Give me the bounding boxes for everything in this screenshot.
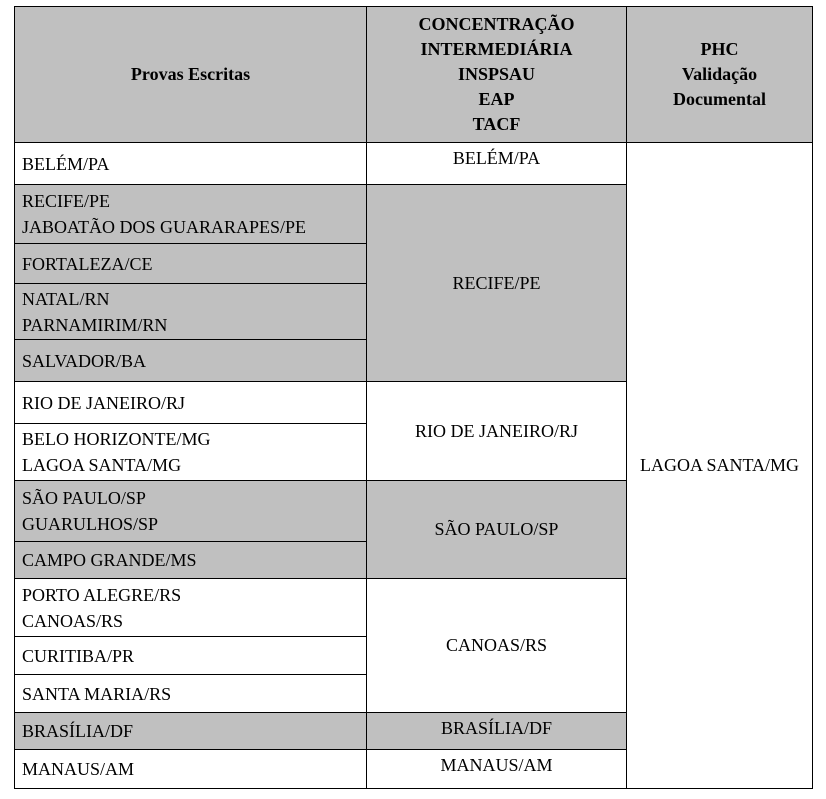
header-col3-line: Documental (673, 89, 766, 109)
city-name: RIO DE JANEIRO/RJ (22, 392, 186, 413)
exam-city-cell (15, 185, 367, 244)
exam-city-cell (15, 637, 367, 675)
city-name: PORTO ALEGRE/RS (22, 584, 182, 605)
city-name: RECIFE/PE (22, 191, 111, 211)
phc-city-cell: LAGOA SANTA/MG (627, 143, 813, 789)
city-name: CANOAS/RS (22, 610, 124, 631)
exam-city-cell (15, 143, 367, 185)
header-col2-line: INSPSAU (457, 64, 536, 84)
table-body (15, 7, 813, 789)
concentration-city-cell: SÃO PAULO/SP (367, 481, 627, 579)
city-name: BELO HORIZONTE/MG (22, 429, 211, 449)
city-name: SANTA MARIA/RS (22, 683, 172, 704)
city-name: BRASÍLIA/DF (22, 721, 134, 741)
exam-city-cell (15, 382, 367, 424)
header-col2-line: INTERMEDIÁRIA (420, 39, 573, 59)
exam-city-cell (15, 284, 367, 340)
exam-city-cell (15, 542, 367, 579)
city-name: CAMPO GRANDE/MS (22, 550, 197, 570)
exam-city-cell (15, 481, 367, 542)
concentration-city-cell: RECIFE/PE (367, 185, 627, 382)
concentration-city-cell: RIO DE JANEIRO/RJ (367, 382, 627, 481)
city-name: NATAL/RN (22, 288, 110, 309)
city-name: FORTALEZA/CE (22, 253, 153, 274)
concentration-city-cell: BELÉM/PA (367, 143, 627, 185)
city-name: PARNAMIRIM/RN (22, 314, 168, 335)
location-table (14, 6, 813, 789)
concentration-city-cell: CANOAS/RS (367, 579, 627, 713)
header-phc (627, 7, 813, 143)
concentration-city-cell: BRASÍLIA/DF (367, 713, 627, 750)
city-name: LAGOA SANTA/MG (22, 455, 182, 475)
exam-city-cell (15, 675, 367, 713)
exam-city-cell (15, 424, 367, 481)
city-name: SALVADOR/BA (22, 350, 147, 371)
header-col2-line: CONCENTRAÇÃO (418, 14, 575, 34)
concentration-city-cell: MANAUS/AM (367, 750, 627, 789)
city-name: CURITIBA/PR (22, 645, 135, 666)
city-name: GUARULHOS/SP (22, 514, 159, 534)
header-col1-text: Provas Escritas (130, 64, 251, 84)
city-name: BELÉM/PA (22, 153, 110, 174)
table-row (15, 143, 813, 185)
header-col2-line: TACF (472, 114, 521, 134)
exam-city-cell (15, 244, 367, 284)
exam-city-cell (15, 713, 367, 750)
header-row (15, 7, 813, 143)
header-col3-line: PHC (700, 39, 739, 59)
header-col2-line: EAP (478, 89, 515, 109)
exam-city-cell (15, 579, 367, 637)
city-name: MANAUS/AM (22, 759, 135, 779)
exam-city-cell (15, 750, 367, 789)
header-col3-line: Validação (681, 64, 758, 84)
city-name: SÃO PAULO/SP (22, 488, 146, 508)
header-concentracao (367, 7, 627, 143)
header-provas-escritas (15, 7, 367, 143)
city-name: JABOATÃO DOS GUARARAPES/PE (22, 217, 307, 237)
exam-city-cell (15, 340, 367, 382)
